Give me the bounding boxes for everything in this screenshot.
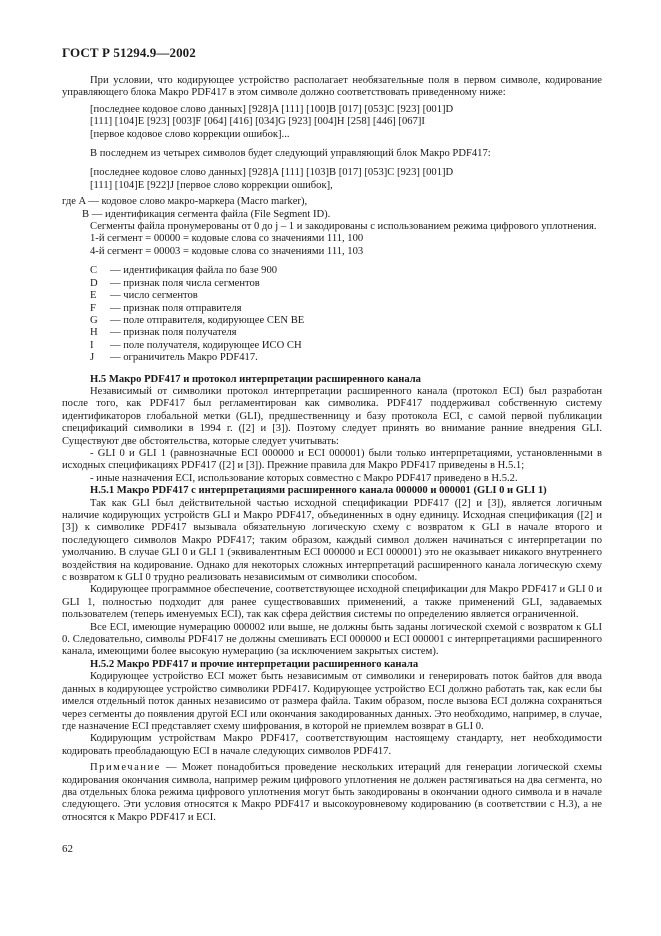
section-heading-h51: Н.5.1 Макро PDF417 с интерпретациями расширенного канала 000000 и 000001 (GLI 0 и GLI 1) [90, 485, 547, 497]
legend-item: I — поле получателя, кодирующее ИСО СН [90, 339, 302, 351]
code-block-2 [90, 167, 602, 192]
segment-1: 1-й сегмент = 00000 = кодовые слова со значениями 111, 100 [90, 233, 364, 245]
where-b: B — идентификация сегмента файла (File Segment ID). [82, 208, 331, 220]
segment-4: 4-й сегмент = 00003 = кодовые слова со значениями 111, 103 [90, 245, 364, 257]
paragraph-h52-a: Кодирующее устройство ECI может быть независимым от символики и генерировать поток байтов для ввода данных в кодирующее устройство символики PDF417. Кодирующее устройство ECI должно работать так, как если бы имелся отдельный поток данных независимо от размера файла. Таким образом, после вызова ECI должна сохраняться через сегменты до появления другой ECI или окончания закодированных данных. Это необходимо, например, в случае, где назначение ECI представляет схему шифрования, в которой не приемлем возврат в GLI 0. [62, 671, 602, 732]
note [62, 762, 602, 824]
note-text: — Может понадобиться проведение нескольких итераций для генерации логической схемы кодирования окончания символа, например режим цифрового уплотнения не должен растягиваться на два сегмента, но два отдельных блока режима цифрового уплотнения могут быть закодированы в окончании одного символа и в начале следующего. Эти условия относятся к Макро PDF417 и высокоуровневому кодированию (в соответствии с Н.3), а не относятся к Макро PDF417 и ECI. [62, 762, 602, 823]
paragraph-h5-b: - GLI 0 и GLI 1 (равнозначные ECI 000000 и ECI 000001) были только интерпретациями, установленными в исходных спецификациях PDF417 ([2] и [3]). Прежние правила для Макро PDF417 приведены в Н.5.1; [62, 447, 602, 472]
section-heading-h5: Н.5 Макро PDF417 и протокол интерпретации расширенного канала [90, 373, 421, 385]
page-content [62, 75, 602, 824]
legend-item: J — ограничитель Макро PDF417. [90, 352, 258, 364]
paragraph-h5-a: Независимый от символики протокол интерпретации расширенного канала (протокол ECI) был разработан после того, как PDF417 был регламентирован как символика. PDF417 поддерживал собственную систему идентификаторов глобальной метки (GLI), предшественницу и базу протокола ECI, с самой первой публикации спецификаций символики в 1994 г. ([2] и [3]). Поэтому следует принять во внимание ранние внедрения GLI. Существуют две обстоятельства, которые следует учитывать: [62, 385, 602, 447]
code-line: [последнее кодовое слово данных] [928]A [111] [103]B [017] [053]C [923] [001]D [90, 167, 454, 179]
legend-item: H — признак поля получателя [90, 327, 237, 339]
paragraph-h51-a: Так как GLI был действительной частью исходной спецификации PDF417 ([2] и [3]), является логичным наличие кодирующих устройств GLI и Макро PDF417, объединенных в одну единицу. Исходная спецификация ([2] и [3]) к символике PDF417 вызывала обязательную логическую схему с возвратом к GLI в начале второго и последующего символов Макро PDF417; таким образом, каждый символ должен начинаться с интерпретации по умолчанию. В случае GLI 0 и GLI 1 (эквивалентным ECI 000000 и ECI 000001) это не оказывает никакого внутреннего воздействия на кодирование. Однако для некоторых сложных интерпретаций расширенного канала логическую схему с возвратом к GLI 0 трудно реализовать независимым от символики способом. [62, 497, 602, 584]
paragraph-last-symbol: В последнем из четырех символов будет следующий управляющий блок Макро PDF417: [90, 148, 491, 160]
legend-item: G — поле отправителя, кодирующее CEN BE [90, 314, 305, 326]
paragraph-h5-c: - иные назначения ECI, использование которых совместно с Макро PDF417 приведено в Н.5.2. [90, 472, 518, 484]
legend-list [62, 265, 602, 364]
paragraph-h51-b: Кодирующее программное обеспечение, соответствующее исходной спецификации для Макро PDF417 и GLI 0 и GLI 1, полностью подходит для ранее существовавших применений, а также применений GLI, задаваемых пользователем (теперь именуемых ECI), так как сфера действия системы по определению является ограниченной. [62, 584, 602, 621]
legend-item: E — число сегментов [90, 290, 198, 302]
paragraph-h51-c: Все ECI, имеющие нумерацию 000002 или выше, не должны быть заданы логической схемой с возвратом к GLI 0. Следовательно, символы PDF417 не должны смешивать ECI 000000 и ECI 000001 с интерпретациями расширенного канала, имеющими более высокую нумерацию (за исключением закрытых систем). [62, 621, 602, 658]
legend-item: C — идентификация файла по базе 900 [90, 265, 278, 277]
code-block-1 [90, 104, 602, 141]
paragraph-intro: При условии, что кодирующее устройство располагает необязательные поля в первом символе, кодирование управляющего блока Макро PDF417 в этом символе должно соответствовать приведенному ниже: [62, 75, 602, 99]
page-header: ГОСТ Р 51294.9—2002 [62, 45, 196, 60]
where-a: где A — кодовое слово макро-маркера (Macro marker), [62, 196, 308, 208]
paragraph-h52-b: Кодирующим устройствам Макро PDF417, соответствующим настоящему стандарту, нет необходимости кодировать преобладающую ECI в начале следующих символов PDF417. [62, 733, 602, 757]
code-line: [111] [104]E [922]J [первое слово коррекции ошибок], [90, 179, 333, 191]
page-number: 62 [62, 843, 73, 855]
code-line: [первое кодовое слово коррекции ошибок]... [90, 128, 290, 140]
legend-item: F — признак поля отправителя [90, 302, 242, 314]
legend-item: D — признак поля числа сегментов [90, 277, 260, 289]
note-label: Примечание [90, 762, 161, 774]
paragraph-segments: Сегменты файла пронумерованы от 0 до j – 1 и закодированы с использованием режима цифрового уплотнения. [90, 221, 597, 233]
code-line: [111] [104]E [923] [003]F [064] [416] [034]G [923] [004]H [258] [446] [067]I [90, 116, 425, 128]
code-line: [последнее кодовое слово данных] [928]A [111] [100]B [017] [053]C [923] [001]D [90, 103, 454, 115]
section-heading-h52: Н.5.2 Макро PDF417 и прочие интерпретации расширенного канала [90, 658, 419, 670]
